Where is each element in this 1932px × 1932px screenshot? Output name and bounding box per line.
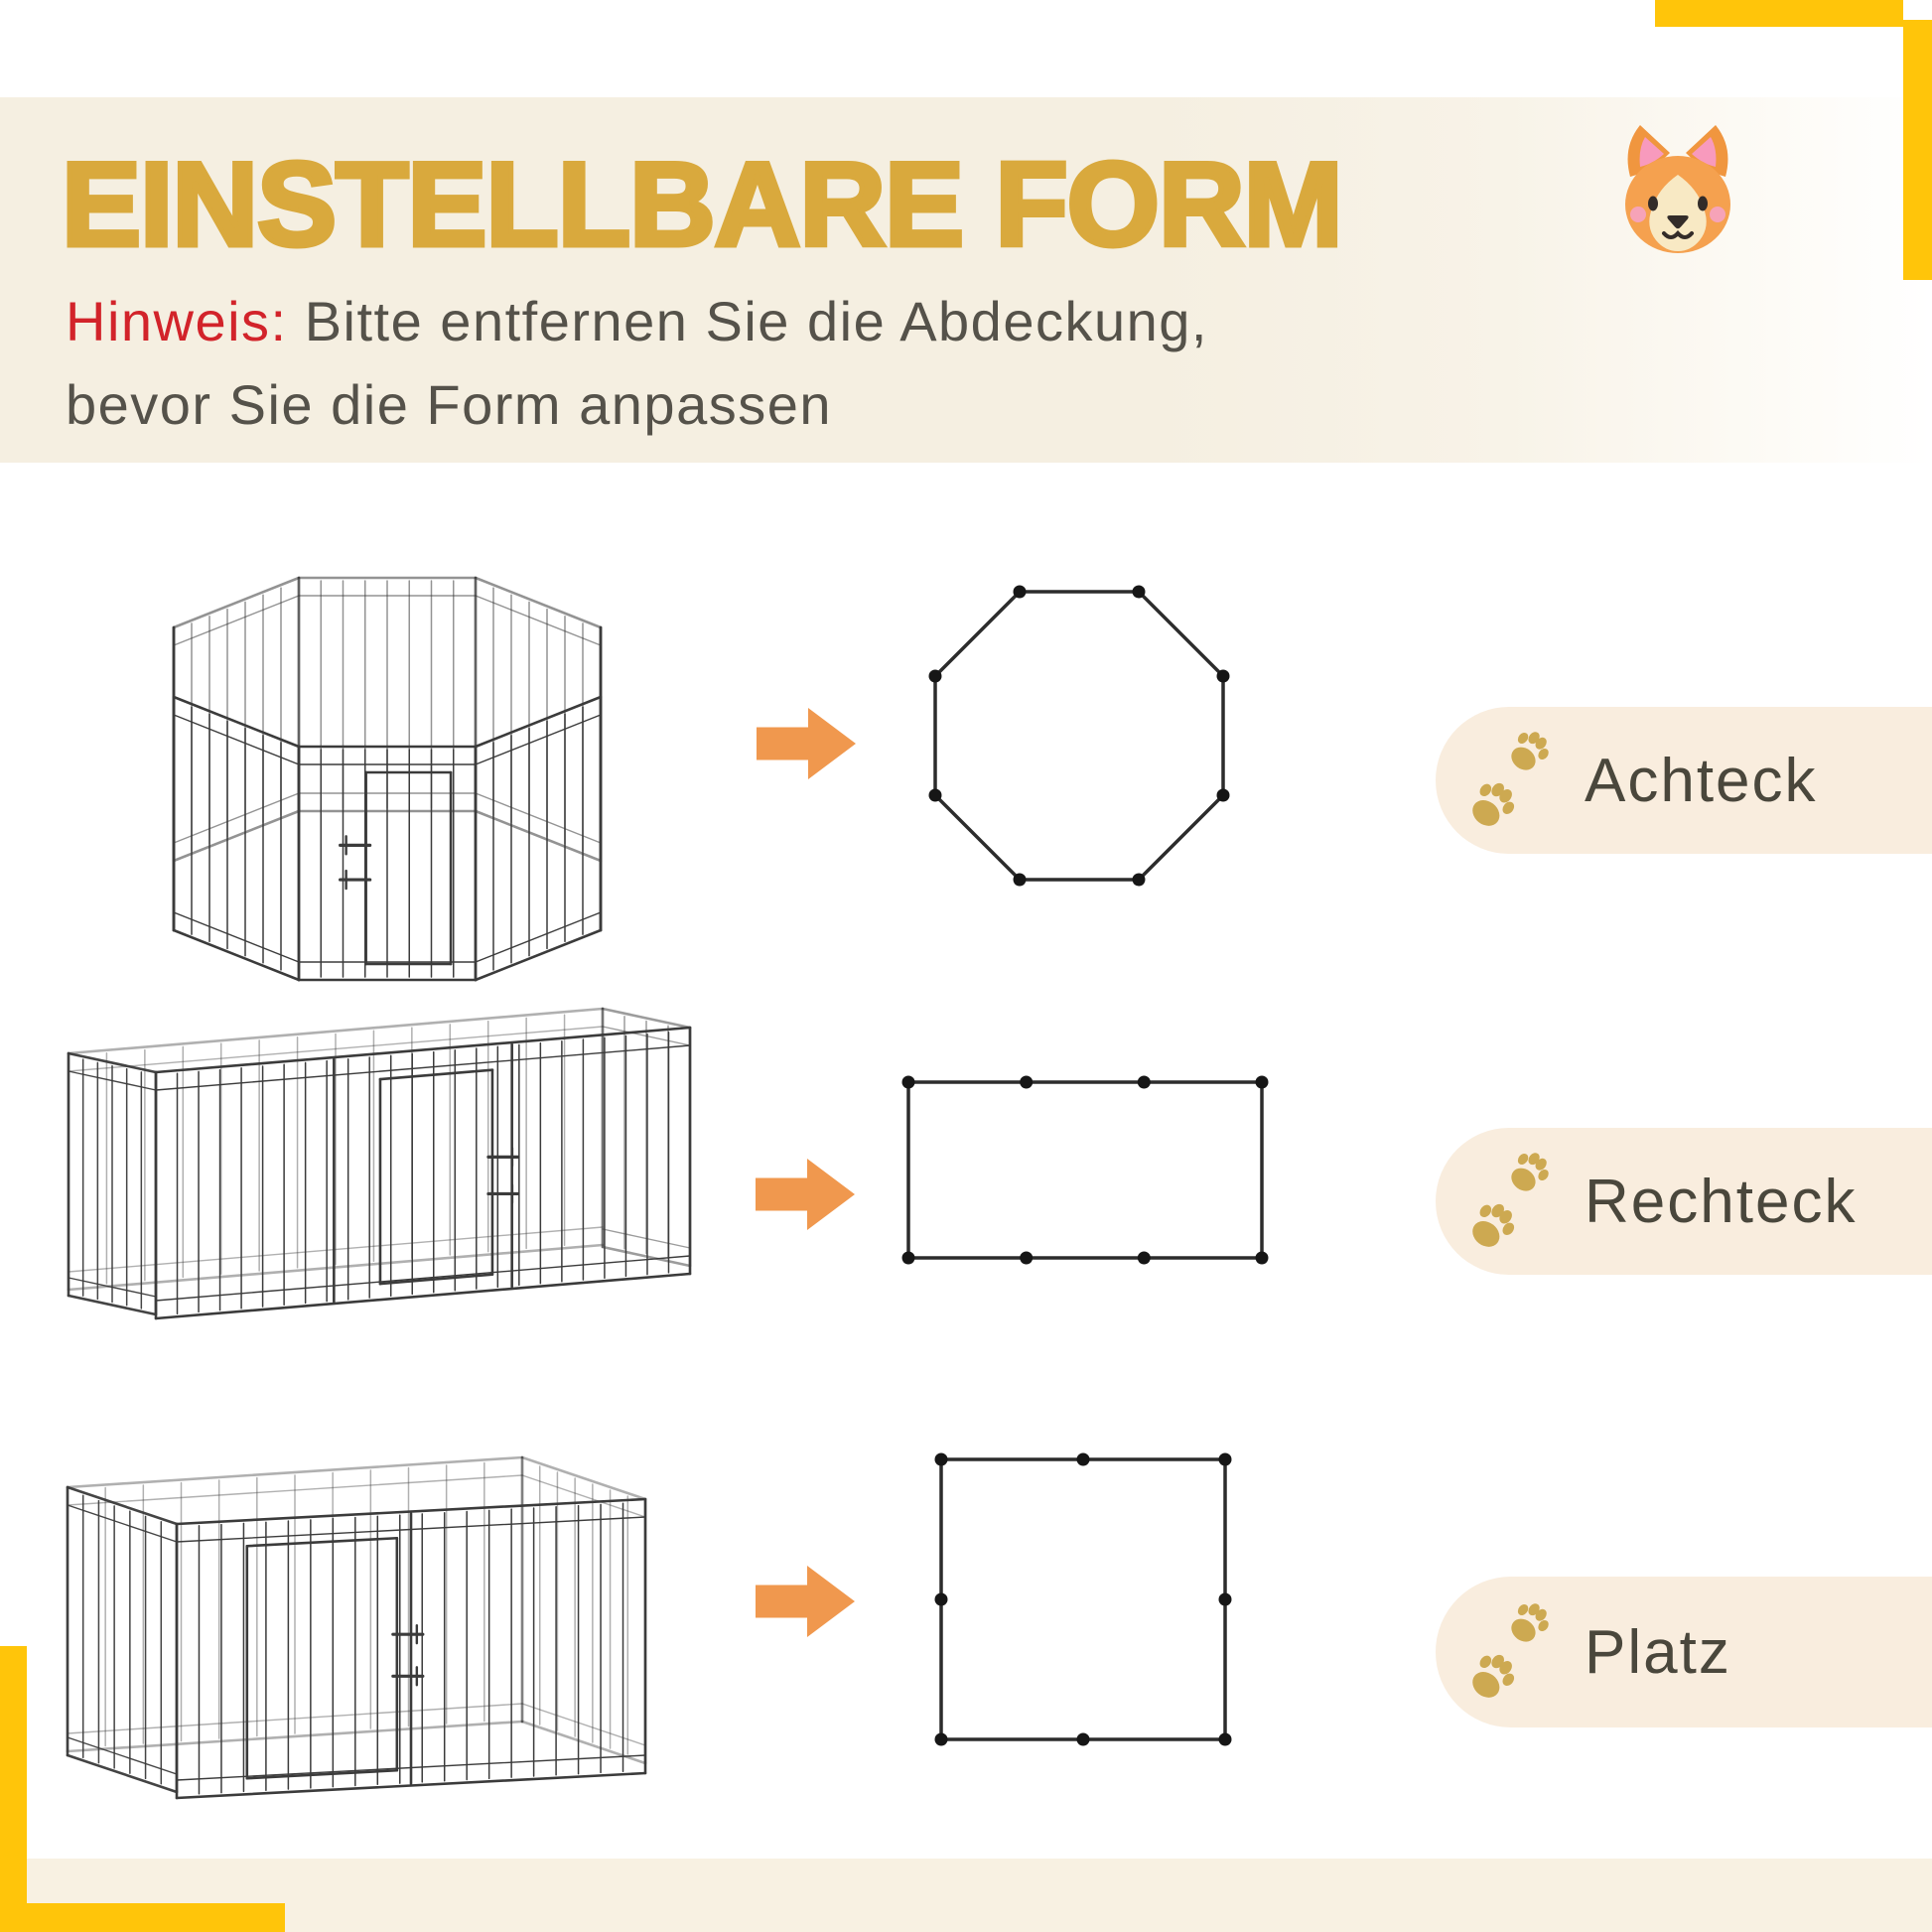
label-pill-rechteck	[1436, 1128, 1932, 1275]
footer-cream-band	[0, 1859, 1932, 1932]
square-shape-diagram	[931, 1449, 1235, 1749]
note-text	[66, 280, 1208, 447]
row-achteck	[0, 536, 1932, 993]
corner-decoration-bottom-left-horizontal	[0, 1903, 285, 1932]
playpen-wireframe-rectangle	[45, 998, 755, 1395]
note-line-1: Hinweis: Bitte entfernen Sie die Abdeckung,	[66, 290, 1208, 352]
paw-prints-icon	[1467, 722, 1557, 839]
paw-prints-icon	[1467, 1143, 1557, 1260]
note-line-2: bevor Sie die Form anpassen	[66, 373, 832, 436]
shape-label: Platz	[1585, 1617, 1731, 1687]
label-pill-achteck	[1436, 707, 1932, 854]
row-platz	[0, 1400, 1932, 1859]
octagon-shape-diagram	[925, 584, 1233, 894]
paw-prints-icon	[1467, 1593, 1557, 1711]
shape-label: Achteck	[1585, 746, 1818, 815]
rectangle-shape-diagram	[898, 1072, 1272, 1269]
label-pill-platz	[1436, 1577, 1932, 1727]
corner-decoration-top-right-horizontal	[1655, 0, 1903, 27]
corgi-face-icon	[1610, 117, 1745, 256]
playpen-wireframe-octagon	[69, 551, 705, 1008]
corner-decoration-top-right-vertical	[1903, 20, 1932, 280]
row-rechteck	[0, 993, 1932, 1400]
playpen-wireframe-square	[48, 1408, 703, 1855]
shape-label: Rechteck	[1585, 1167, 1858, 1236]
note-label: Hinweis:	[66, 290, 288, 352]
arrow-right-icon	[756, 1159, 855, 1230]
arrow-right-icon	[757, 708, 856, 779]
page-title: EINSTELLBARE FORM	[62, 138, 1342, 271]
arrow-right-icon	[756, 1566, 855, 1637]
